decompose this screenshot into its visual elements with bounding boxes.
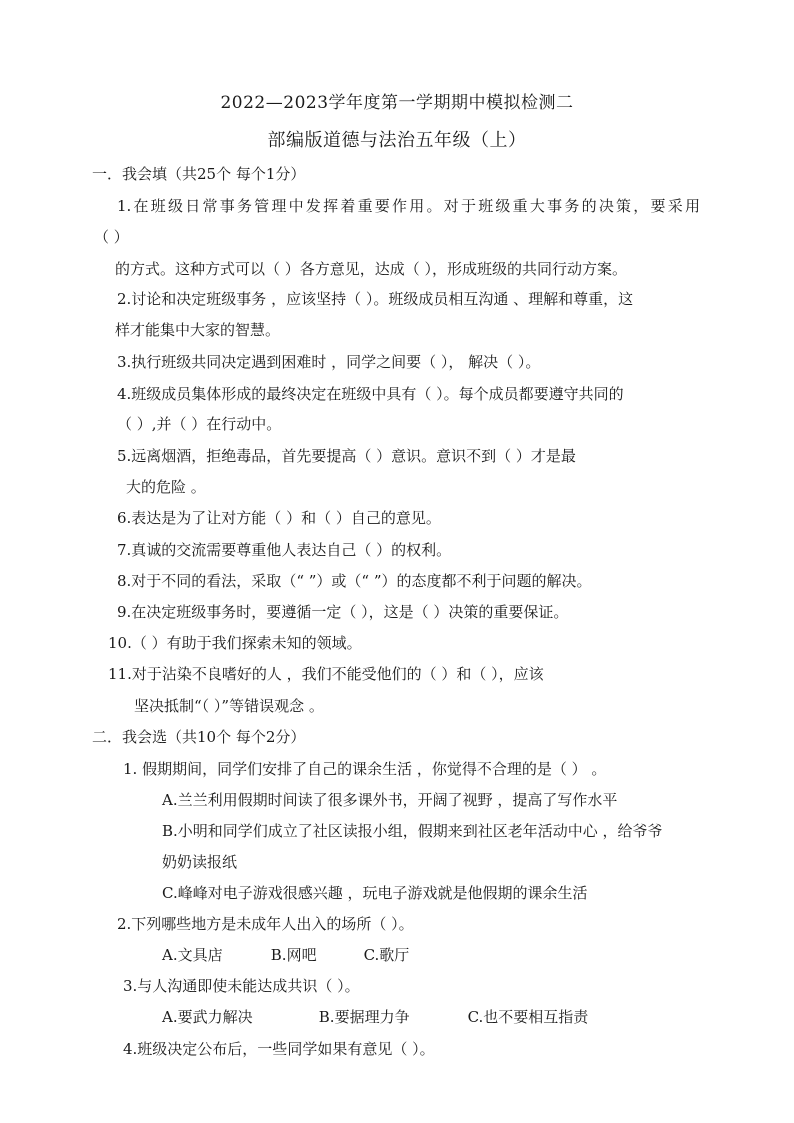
choice-2-option-b: B.网吧 — [270, 946, 317, 964]
question-5-line2: 大的危险 。 — [126, 478, 206, 496]
choice-question-1: 1. 假期期间，同学们安排了自己的课余生活 ，你觉得不合理的是（ ） 。 — [123, 760, 607, 778]
choice-2-option-c: C.歌厅 — [363, 946, 410, 964]
choice-1-option-a: A.兰兰利用假期时间读了很多课外书，开阔了视野 ，提高了写作水平 — [162, 791, 618, 809]
choice-1-option-c: C.峰峰对电子游戏很感兴趣 ，玩电子游戏就是他假期的课余生活 — [162, 884, 588, 902]
choice-2-options — [162, 945, 409, 965]
choice-question-3: 3.与人沟通即使未能达成共识（ ）。 — [123, 977, 360, 995]
choice-question-4: 4.班级决定公布后，一些同学如果有意见（ ）。 — [123, 1040, 435, 1058]
choice-3-option-c: C.也不要相互指责 — [467, 1008, 589, 1026]
question-11-line1: 11.对于沾染不良嗜好的人 ，我们不能受他们的（ ）和（ ），应该 — [108, 665, 544, 683]
question-2-line2: 样才能集中大家的智慧。 — [115, 321, 281, 339]
question-3: 3.执行班级共同决定遇到困难时 ，同学之间要（ ）， 解决（ ）。 — [117, 353, 541, 371]
exam-title: 2022—2023学年度第一学期期中模拟检测二 — [220, 93, 574, 113]
question-4-line2: （ ）,并（ ）在行动中。 — [117, 415, 282, 433]
question-6: 6.表达是为了让对方能（ ）和（ ）自己的意见。 — [117, 509, 441, 527]
question-11-line2: 坚决抵制“（ ）”等错误观念 。 — [134, 697, 324, 715]
choice-3-options — [162, 1007, 588, 1027]
section2-heading: 二．我会选（共10个 每个2分） — [92, 728, 306, 746]
question-2-line1: 2.讨论和决定班级事务 ，应该坚持（ ）。班级成员相互沟通 、理解和尊重，这 — [117, 290, 634, 308]
question-1-line3: 的方式。这种方式可以（ ）各方意见，达成（ ），形成班级的共同行动方案。 — [115, 260, 628, 278]
question-4-line1: 4.班级成员集体形成的最终决定在班级中具有（ ）。每个成员都要遵守共同的 — [117, 385, 624, 403]
choice-1-option-b-line2: 奶奶读报纸 — [162, 853, 238, 871]
question-5-line1: 5.远离烟酒，拒绝毒品，首先要提高（ ）意识。意识不到（ ）才是最 — [117, 447, 576, 465]
choice-1-option-b-line1: B.小明和同学们成立了社区读报小组，假期来到社区老年活动中心 ，给爷爷 — [162, 822, 663, 840]
question-1-line2: （ ） — [94, 228, 129, 246]
question-10: 10.（ ）有助于我们探索未知的领域。 — [108, 634, 362, 652]
question-1-line1: 1.在班级日常事务管理中发挥着重要作用。对于班级重大事务的决策，要采用 — [117, 197, 700, 215]
question-7: 7.真诚的交流需要尊重他人表达自己（ ）的权利。 — [117, 541, 452, 559]
choice-3-option-b: B.要据理力争 — [318, 1008, 410, 1026]
section1-heading: 一．我会填（共25个 每个1分） — [92, 165, 306, 183]
choice-question-2: 2.下列哪些地方是未成年人出入的场所（ ）。 — [117, 915, 414, 933]
choice-3-option-a: A.要武力解决 — [162, 1008, 253, 1026]
question-9: 9.在决定班级事务时，要遵循一定（ ），这是（ ）决策的重要保证。 — [117, 603, 569, 621]
question-8: 8.对于不同的看法，采取（“ ”）或（“ ”）的态度都不利于问题的解决。 — [117, 572, 592, 590]
exam-subtitle: 部编版道德与法治五年级（上） — [267, 130, 527, 151]
choice-2-option-a: A.文具店 — [162, 946, 223, 964]
